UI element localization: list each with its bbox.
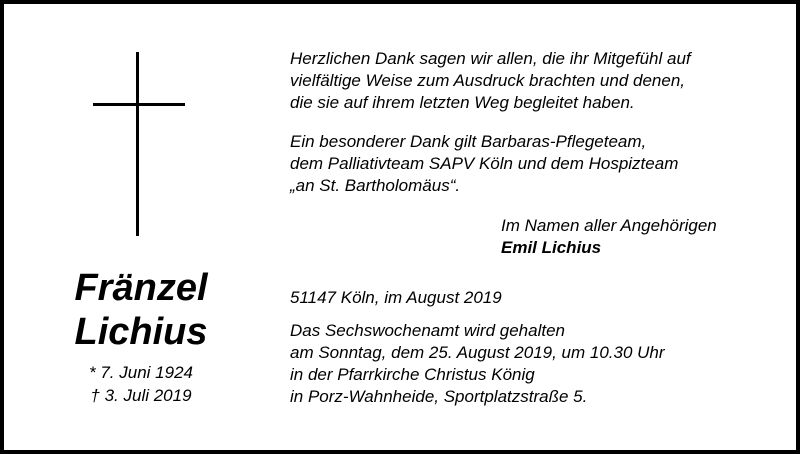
- signature-intro: Im Namen aller Angehörigen: [501, 216, 717, 235]
- service-line: Das Sechswochenamt wird gehalten: [290, 321, 565, 340]
- service-line: in Porz-Wahnheide, Sportplatzstraße 5.: [290, 387, 588, 406]
- thanks-line: vielfältige Weise zum Ausdruck brachten und denen,: [290, 71, 686, 90]
- place-date: 51147 Köln, im August 2019: [290, 288, 502, 307]
- death-date: † 3. Juli 2019: [90, 386, 192, 405]
- thanks-line: „an St. Bartholomäus“.: [290, 176, 461, 195]
- service-line: am Sonntag, dem 25. August 2019, um 10.30 Uhr: [290, 343, 665, 362]
- deceased-last-name: Lichius: [74, 311, 208, 353]
- thanks-line: die sie auf ihrem letzten Weg begleitet haben.: [290, 93, 635, 112]
- thanks-line: Ein besonderer Dank gilt Barbaras-Pflegeteam,: [290, 132, 647, 151]
- thanks-line: Herzlichen Dank sagen wir allen, die ihr Mitgefühl auf: [290, 49, 691, 68]
- deceased-first-name: Fränzel: [74, 267, 208, 309]
- signature-name: Emil Lichius: [501, 238, 602, 257]
- service-line: in der Pfarrkirche Christus König: [290, 365, 535, 384]
- cross-vertical-bar: [136, 52, 139, 236]
- birth-date: * 7. Juni 1924: [89, 363, 193, 382]
- cross-horizontal-bar: [93, 103, 185, 106]
- thanks-line: dem Palliativteam SAPV Köln und dem Hospizteam: [290, 154, 679, 173]
